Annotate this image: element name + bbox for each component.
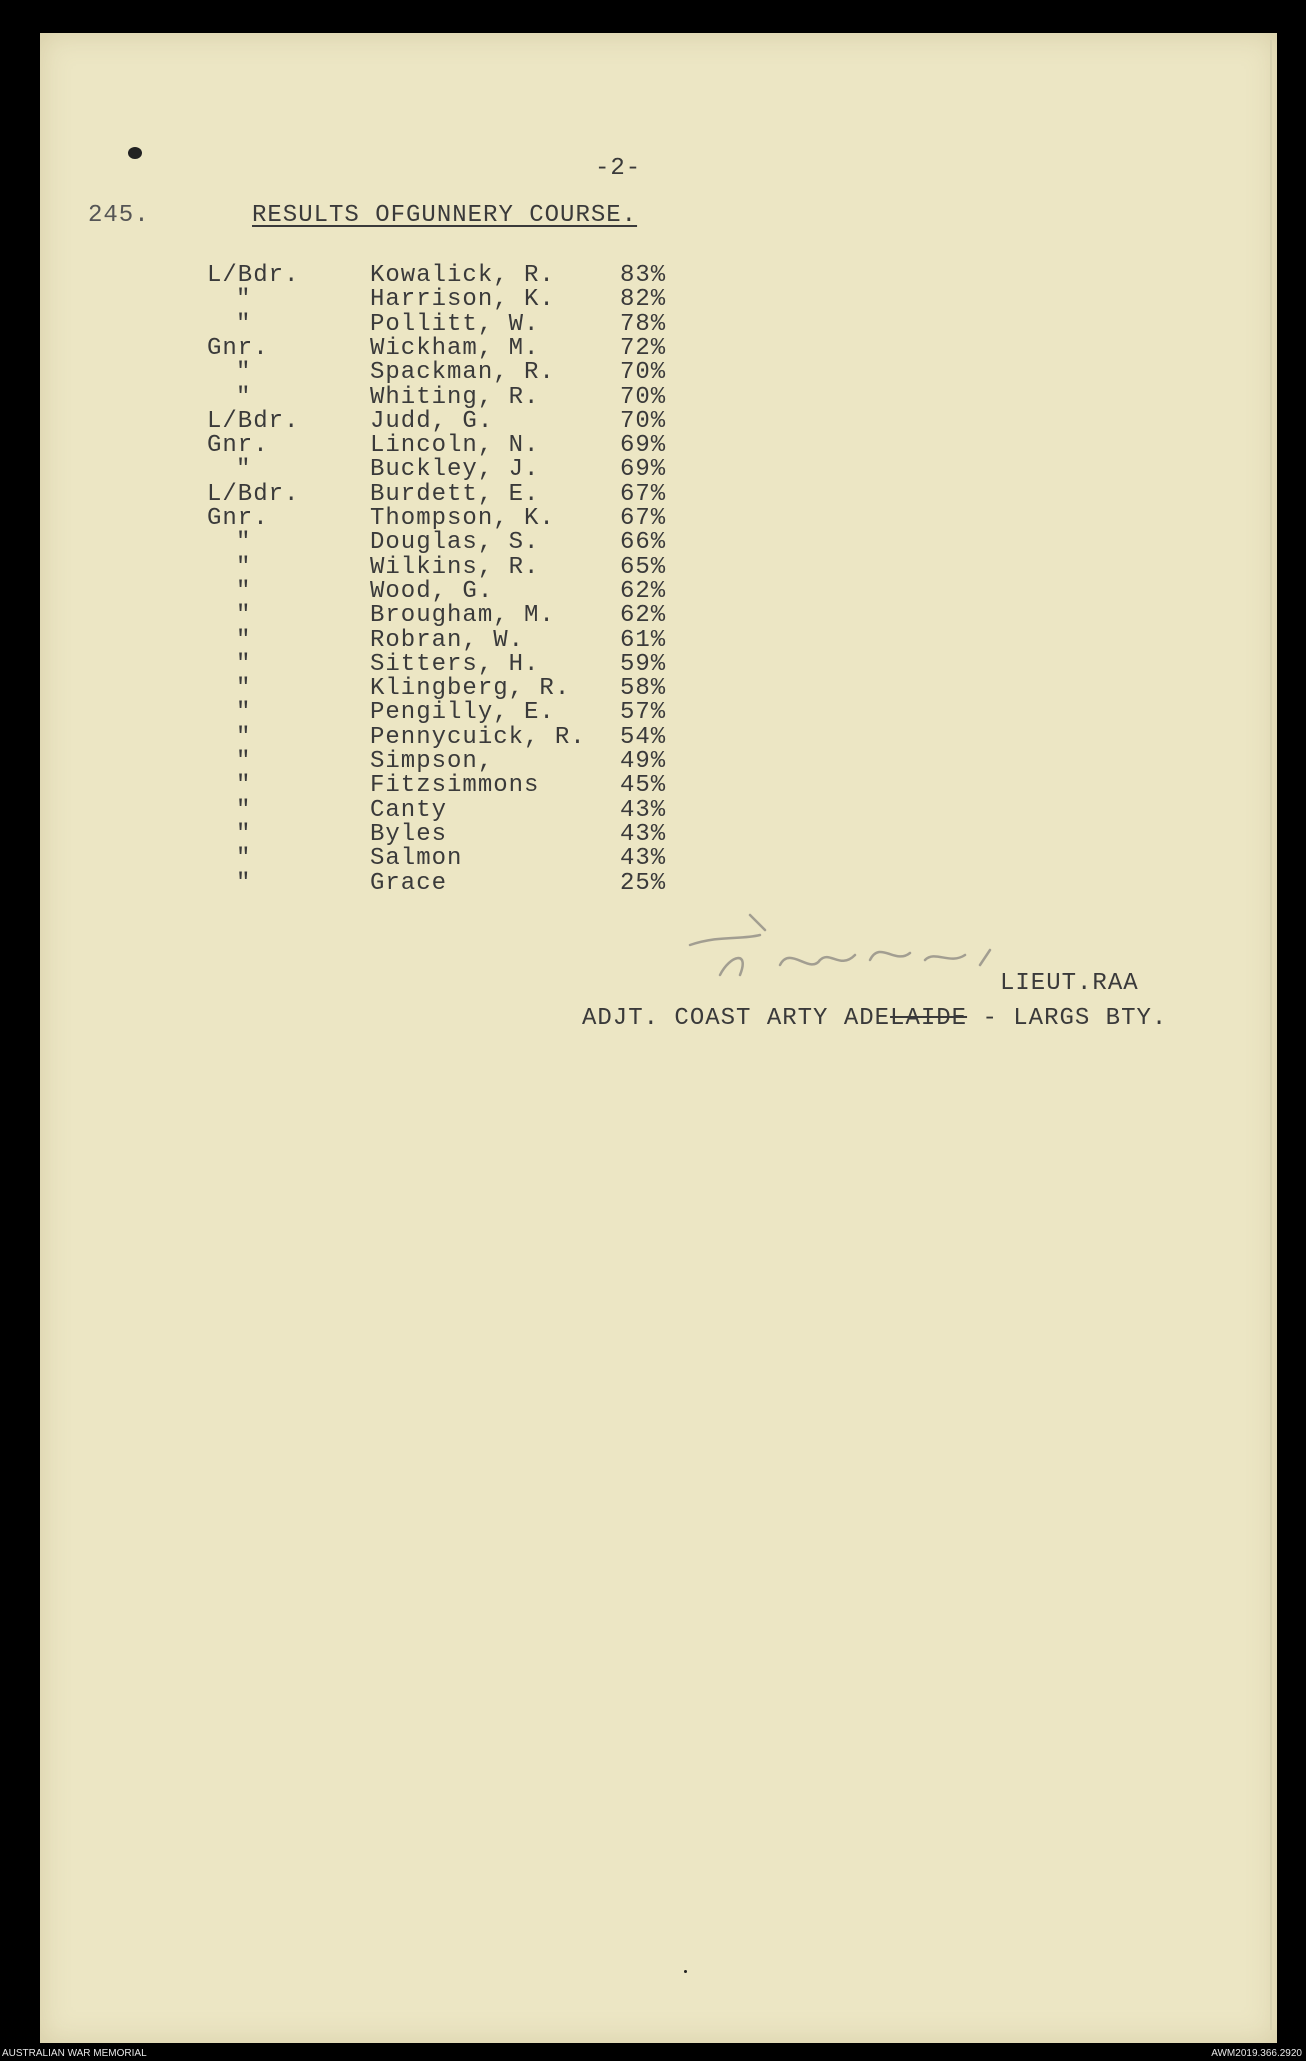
result-name: Kowalick, R.: [370, 262, 555, 289]
ink-mark: [128, 147, 142, 159]
result-percent: 43%: [620, 796, 667, 824]
result-name: Salmon: [370, 845, 463, 873]
result-percent: 70%: [620, 359, 667, 387]
result-rank: Gnr.: [207, 505, 269, 532]
result-rank: ": [236, 820, 252, 848]
page-number: -2-: [595, 155, 642, 182]
result-name: Wood, G.: [370, 577, 494, 605]
result-rank: ": [236, 748, 252, 775]
result-rank: ": [236, 796, 252, 824]
ink-dot: [684, 1970, 687, 1973]
result-rank: ": [236, 286, 252, 314]
result-percent: 43%: [620, 845, 667, 873]
result-rank: ": [236, 383, 252, 411]
result-name: Douglas, S.: [370, 529, 540, 557]
result-rank: ": [236, 529, 252, 557]
result-name: Grace: [370, 869, 448, 897]
result-rank: ": [236, 359, 252, 387]
result-rank: ": [236, 456, 252, 484]
result-name: Pengilly, E.: [370, 699, 555, 727]
result-rank: L/Bdr.: [207, 480, 300, 508]
result-rank: ": [236, 772, 252, 800]
result-rank: L/Bdr.: [207, 262, 300, 289]
result-percent: 69%: [620, 456, 667, 484]
result-percent: 82%: [620, 286, 667, 314]
result-rank: ": [236, 577, 252, 605]
paper-edge: [1270, 40, 1272, 2030]
handwritten-signature: [680, 905, 1010, 1005]
result-rank: ": [236, 626, 252, 654]
result-rank: L/Bdr.: [207, 407, 300, 435]
result-percent: 43%: [620, 820, 667, 848]
result-rank: ": [236, 845, 252, 873]
result-name: Whiting, R.: [370, 383, 540, 411]
result-percent: 78%: [620, 310, 667, 338]
signature-scribble-icon: [680, 905, 1010, 1005]
result-percent: 61%: [620, 626, 667, 654]
result-name: Pennycuick, R.: [370, 723, 586, 751]
result-percent: 54%: [620, 723, 667, 751]
unit-struck-text: LAIDE: [890, 1005, 968, 1032]
result-name: Robran, W.: [370, 626, 525, 654]
signatory-title: LIEUT.RAA: [1000, 970, 1139, 997]
result-rank: Gnr.: [207, 334, 269, 362]
result-percent: 69%: [620, 432, 667, 460]
result-name: Wilkins, R.: [370, 553, 540, 581]
result-name: Thompson, K.: [370, 505, 555, 532]
result-name: Pollitt, W.: [370, 310, 540, 338]
result-percent: 70%: [620, 407, 667, 435]
result-rank: Gnr.: [207, 432, 269, 460]
result-percent: 65%: [620, 553, 667, 581]
result-percent: 62%: [620, 602, 667, 630]
result-rank: ": [236, 602, 252, 630]
result-percent: 59%: [620, 650, 667, 678]
footer-reference: AWM2019.366.2920: [1211, 2048, 1302, 2059]
result-percent: 66%: [620, 529, 667, 557]
result-name: Wickham, M.: [370, 334, 540, 362]
result-percent: 25%: [620, 869, 667, 897]
results-heading: RESULTS OFGUNNERY COURSE.: [252, 202, 638, 229]
result-name: Brougham, M.: [370, 602, 555, 630]
result-name: Harrison, K.: [370, 286, 555, 314]
result-rank: ": [236, 310, 252, 338]
result-name: Buckley, J.: [370, 456, 540, 484]
result-rank: ": [236, 650, 252, 678]
footer-credit: AUSTRALIAN WAR MEMORIAL: [2, 2048, 147, 2059]
result-percent: 67%: [620, 505, 667, 532]
result-percent: 45%: [620, 772, 667, 800]
result-name: Klingberg, R.: [370, 675, 571, 703]
result-name: Judd, G.: [370, 407, 494, 435]
result-name: Burdett, E.: [370, 480, 540, 508]
result-name: Lincoln, N.: [370, 432, 540, 460]
result-name: Sitters, H.: [370, 650, 540, 678]
result-percent: 62%: [620, 577, 667, 605]
result-percent: 67%: [620, 480, 667, 508]
signatory-unit: [582, 1005, 1167, 1032]
result-percent: 57%: [620, 699, 667, 727]
result-rank: ": [236, 869, 252, 897]
result-percent: 72%: [620, 334, 667, 362]
result-percent: 70%: [620, 383, 667, 411]
result-rank: ": [236, 723, 252, 751]
result-percent: 83%: [620, 262, 667, 289]
result-name: Simpson,: [370, 748, 494, 775]
result-percent: 58%: [620, 675, 667, 703]
result-rank: ": [236, 553, 252, 581]
item-number: 245.: [88, 202, 150, 229]
result-rank: ": [236, 675, 252, 703]
result-name: Fitzsimmons: [370, 772, 540, 800]
result-percent: 49%: [620, 748, 667, 775]
unit-prefix: ADJT. COAST ARTY ADE: [582, 1005, 891, 1032]
result-name: Byles: [370, 820, 448, 848]
result-name: Canty: [370, 796, 448, 824]
result-name: Spackman, R.: [370, 359, 555, 387]
unit-suffix: - LARGS BTY.: [967, 1005, 1168, 1032]
result-rank: ": [236, 699, 252, 727]
